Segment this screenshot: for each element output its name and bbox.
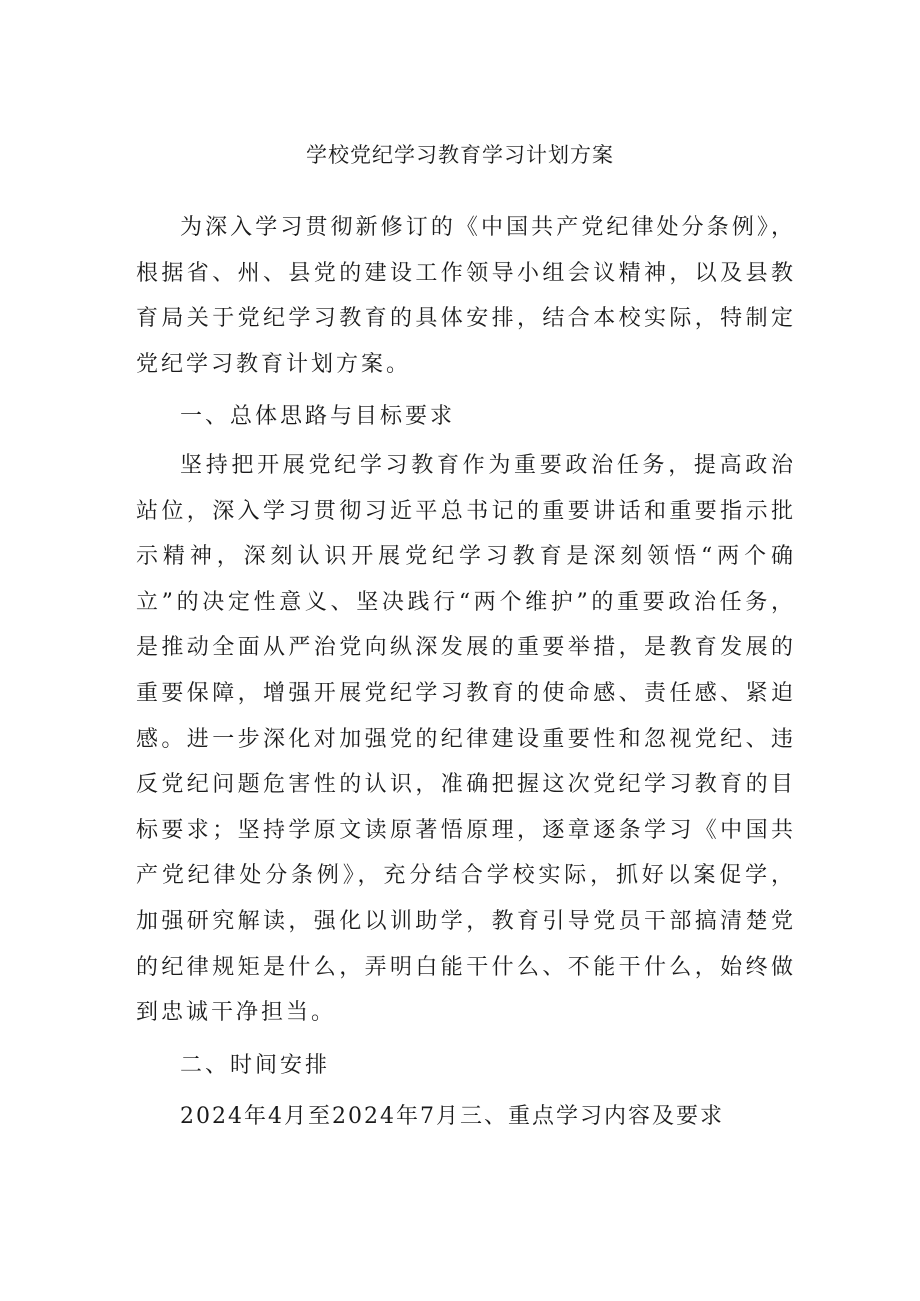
schedule-line: 2024年4月至2024年7月三、重点学习内容及要求 — [180, 1104, 724, 1130]
section-1-paragraph: 坚持把开展党纪学习教育作为重要政治任务，提高政治站位，深入学习贯彻习近平总书记的重要讲话和重要指示批示精神，深刻认识开展党纪学习教育是深刻领悟“两个确立”的决定性意义、坚决践行“两个维护”的重要政治任务，是推动全面从严治党向纵深发展的重要举措，是教育发展的重要保障，增强开展党纪学习教育的使命感、责任感、紧迫感。进一步深化对加强党的纪律建设重要性和忽视党纪、违反党纪问题危害性的认识，准确把握这次党纪学习教育的目标要求；坚持学原文读原著悟原理，逐章逐条学习《中国共产党纪律处分条例》，充分结合学校实际，抓好以案促学，加强研究解读，强化以训助学，教育引导党员干部搞清楚党的纪律规矩是什么，弄明白能干什么、不能干什么，始终做到忠诚干净担当。 — [136, 452, 796, 1026]
intro-paragraph: 为深入学习贯彻新修订的《中国共产党纪律处分条例》，根据省、州、县党的建设工作领导小组会议精神，以及县教育局关于党纪学习教育的具体安排，结合本校实际，特制定党纪学习教育计划方案。 — [136, 215, 796, 377]
section-1-heading: 一、总体思路与目标要求 — [180, 404, 456, 430]
section-2-heading: 二、时间安排 — [180, 1052, 331, 1078]
document-body — [136, 205, 796, 1140]
document-title: 学校党纪学习教育学习计划方案 — [306, 143, 614, 167]
